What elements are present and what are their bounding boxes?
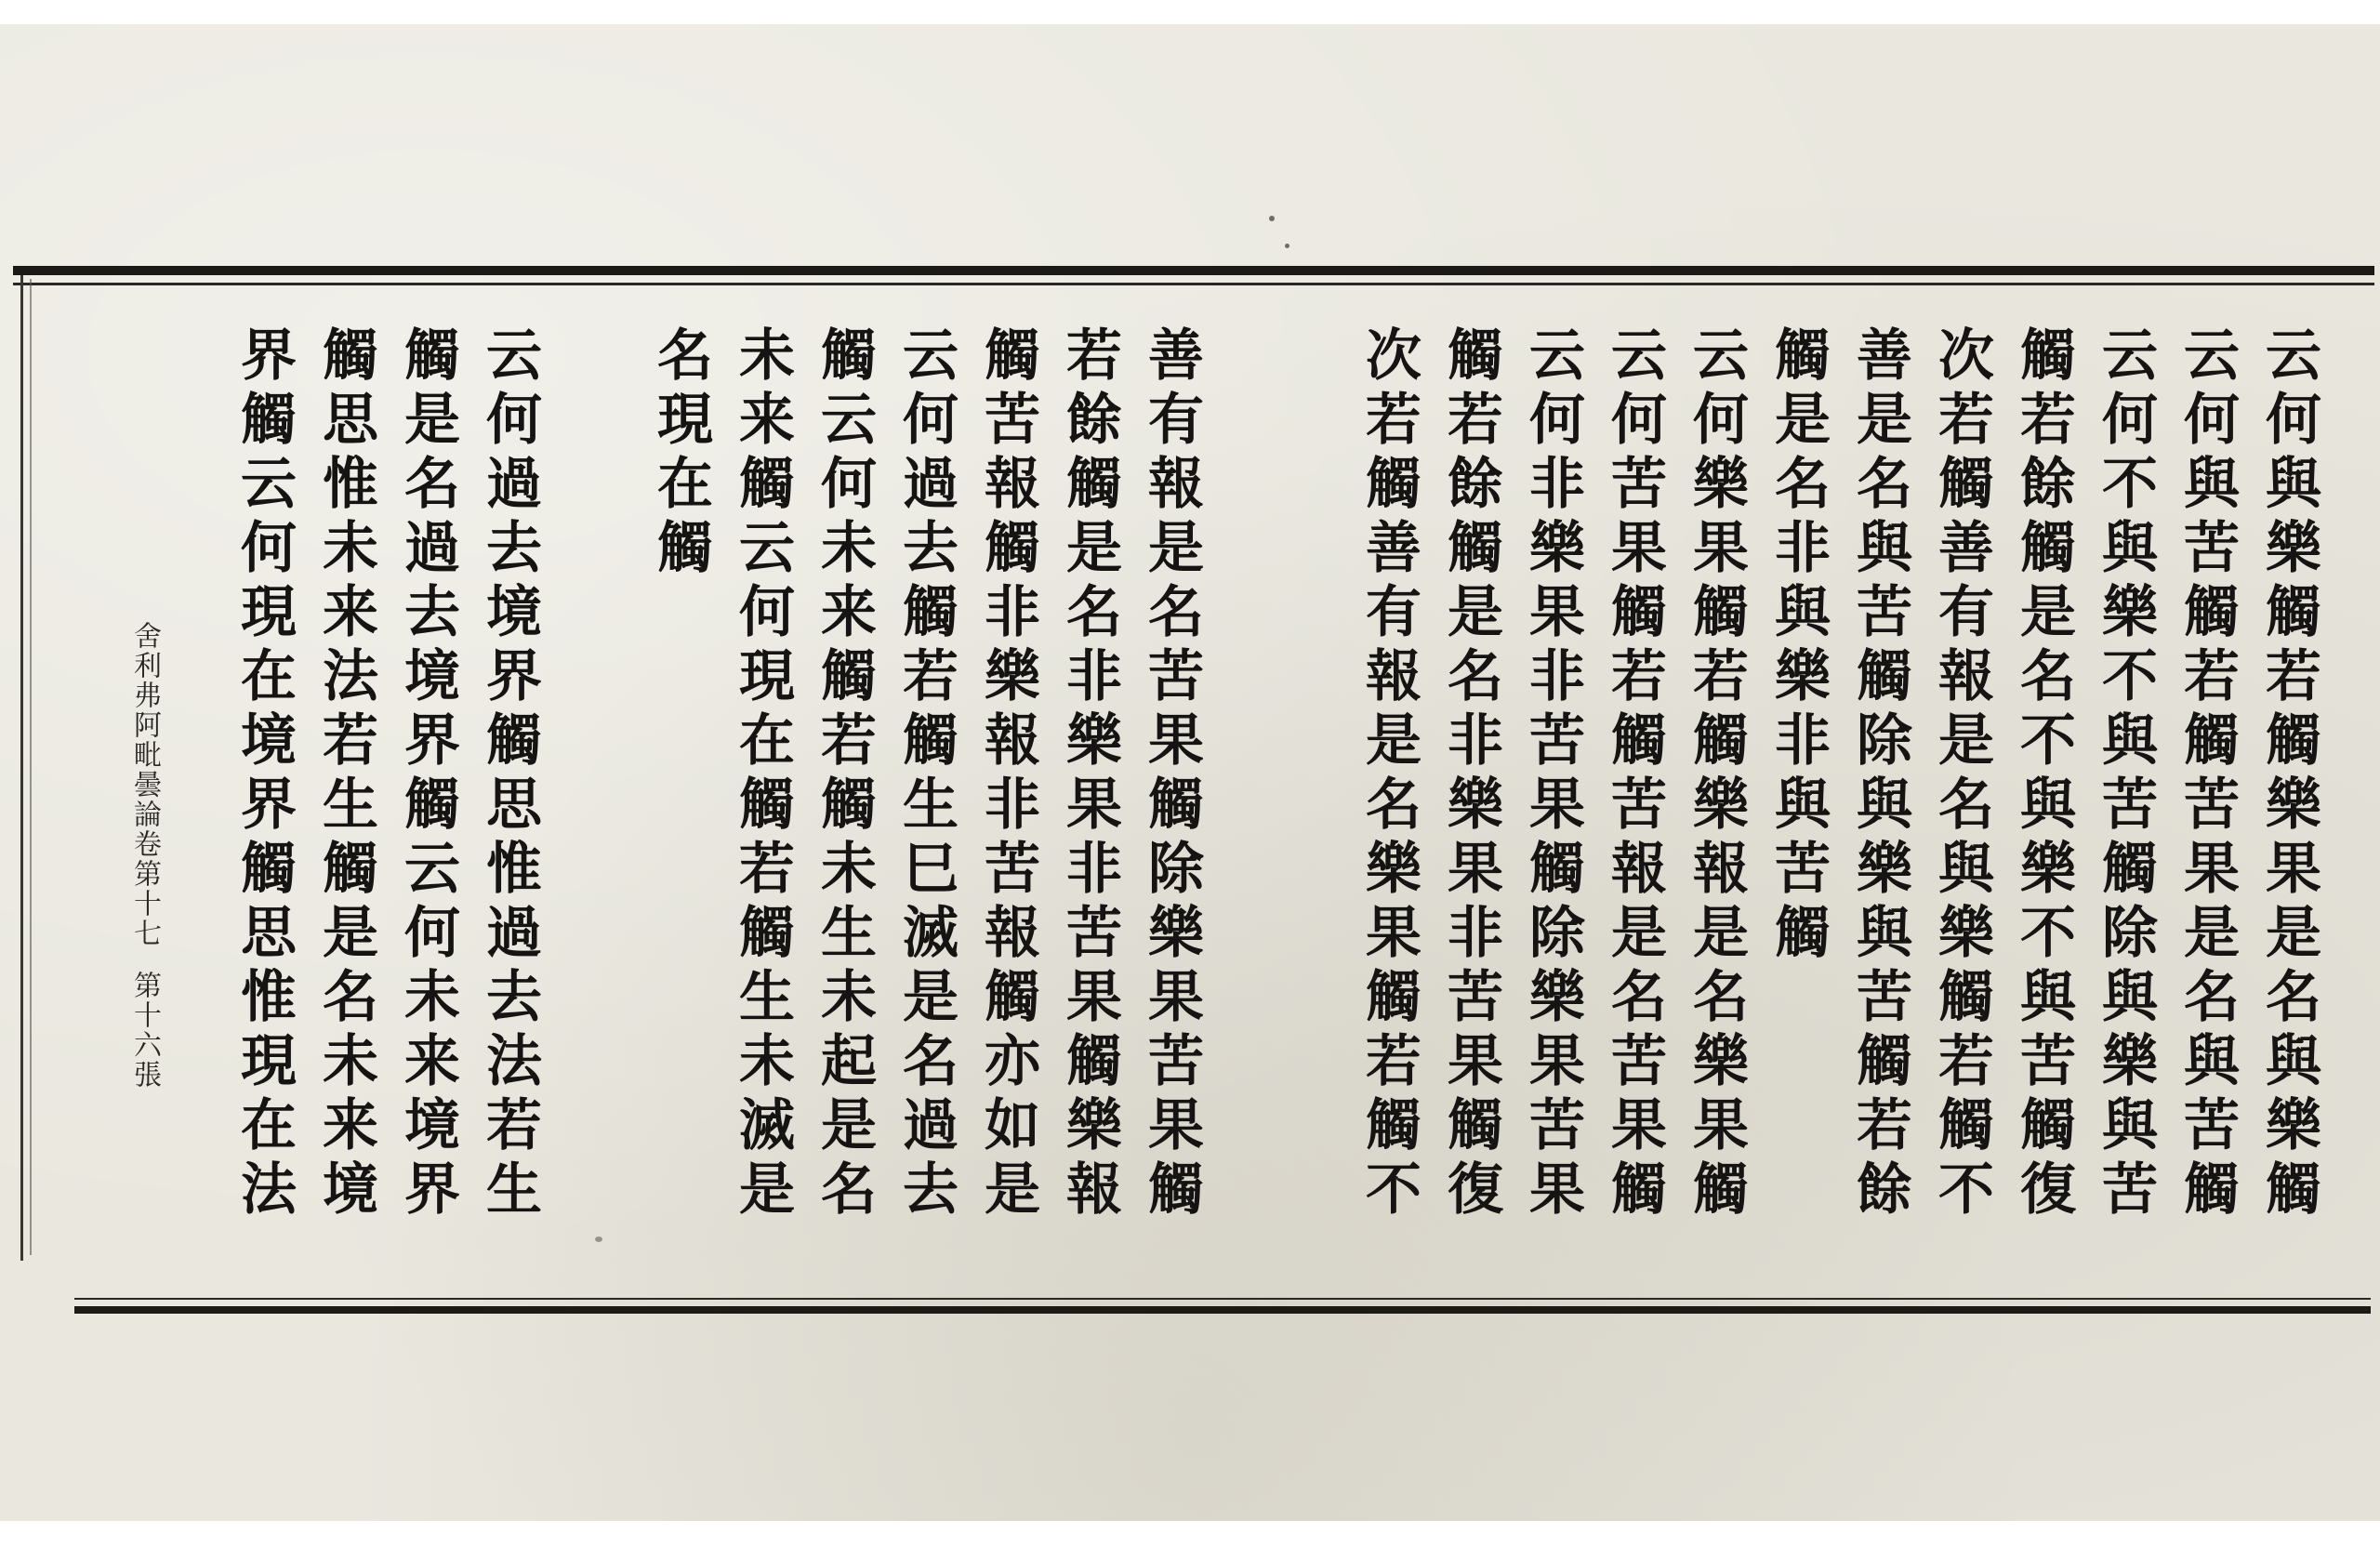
text-column: 云何樂果觸若觸樂報是名樂果觸 (1684, 325, 1749, 1223)
text-column: 觸云何未来觸若觸未生未起是名 (812, 325, 877, 1223)
left-border-inner-rule (30, 279, 32, 1255)
left-border-rule (20, 275, 23, 1261)
text-column: 觸苦報觸非樂報非苦報觸亦如是 (975, 325, 1040, 1223)
text-column: 次若觸善有報是名與樂觸若觸不 (1929, 325, 1994, 1223)
text-column: 若餘觸是名非樂果非苦果觸樂報 (1057, 325, 1122, 1223)
footer-page-number: 第十六張 (128, 971, 161, 1090)
text-column: 云何過去境界觸思惟過去法若生 (477, 325, 542, 1223)
text-column: 云何與苦觸若觸苦果是名與苦觸 (2175, 325, 2240, 1223)
text-column: 云何與樂觸若觸樂果是名與樂觸 (2256, 325, 2321, 1223)
text-column: 次若觸善有報是名樂果觸若觸不 (1356, 325, 1421, 1223)
text-column: 觸思惟未来法若生觸是名未来境 (313, 325, 378, 1223)
text-column: 云何不與樂不與苦觸除與樂與苦 (2093, 325, 2158, 1223)
text-column: 觸是名非與樂非與苦觸 (1765, 325, 1831, 967)
text-block (130, 325, 2324, 1302)
text-column: 名現在觸 (648, 325, 713, 582)
ink-speck (1269, 216, 1275, 221)
text-column: 云何苦果觸若觸苦報是名苦果觸 (1602, 325, 1667, 1223)
margin-footer (124, 621, 165, 1090)
text-column: 善有報是名苦果觸除樂果苦果觸 (1139, 325, 1204, 1223)
text-column: 云何非樂果非苦果觸除樂果苦果 (1520, 325, 1585, 1223)
top-border-rule (13, 266, 2374, 275)
top-border-inner-rule (13, 283, 2374, 285)
text-column: 未来觸云何現在觸若觸生未滅是 (730, 325, 795, 1223)
bottom-border-rule (74, 1306, 2371, 1314)
text-column: 界觸云何現在境界觸思惟現在法 (231, 325, 297, 1223)
ink-speck (1285, 244, 1289, 248)
text-column: 觸若餘觸是名非樂果非苦果觸復 (1438, 325, 1503, 1223)
text-column: 善是名與苦觸除與樂與苦觸若餘 (1847, 325, 1912, 1223)
text-column: 云何過去觸若觸生巳滅是名過去 (893, 325, 959, 1223)
footer-title: 舍利弗阿毗曇論卷第十七 (128, 621, 161, 948)
text-column: 觸是名過去境界觸云何未来境界 (395, 325, 460, 1223)
text-column: 觸若餘觸是名不與樂不與苦觸復 (2011, 325, 2076, 1223)
